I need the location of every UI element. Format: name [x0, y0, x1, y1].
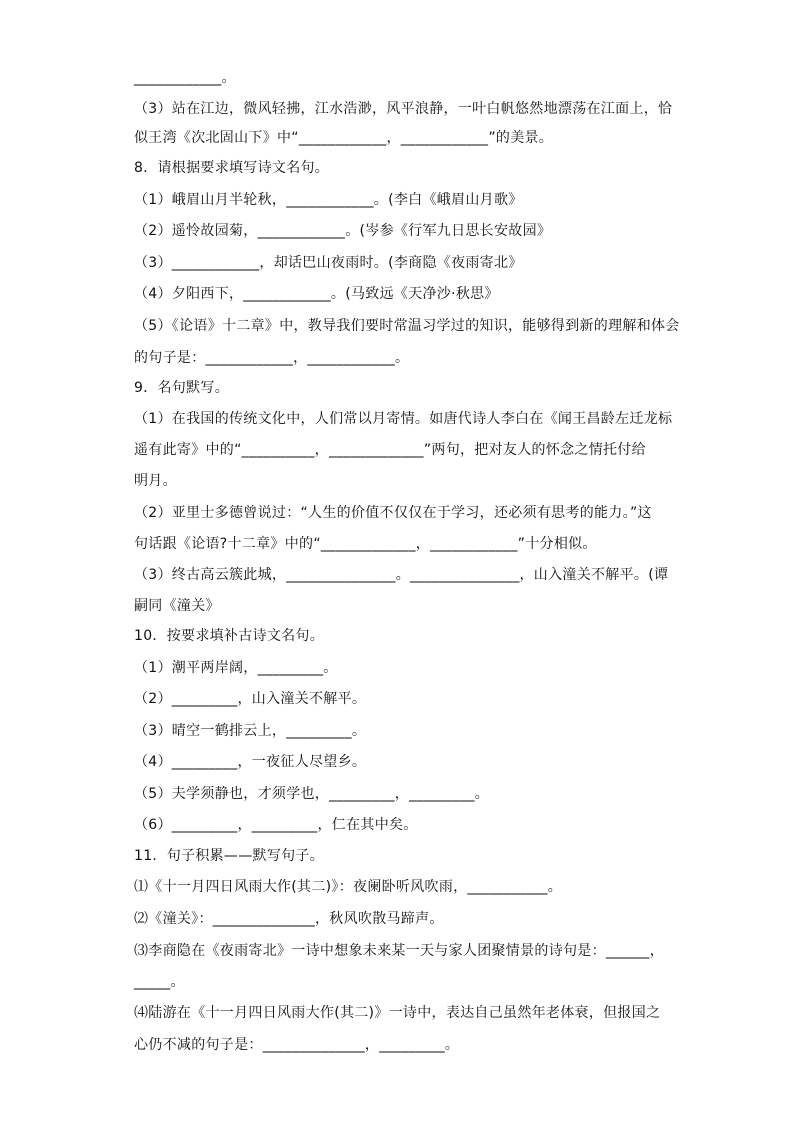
- text-line: （2）_________，山入潼关不解平。: [134, 691, 367, 707]
- text-line: （3）____________，却话巴山夜雨时。(李商隐《夜雨寄北》: [134, 255, 523, 271]
- text-line: （4）_________，一夜征人尽望乡。: [134, 754, 367, 770]
- text-line: （4）夕阳西下，____________。(马致远《天净沙·秋思》: [134, 286, 499, 302]
- text-line: ⑶李商隐在《夜雨寄北》一诗中想象未来某一天与家人团聚情景的诗句是：______，: [134, 943, 664, 959]
- text-line: _____。: [134, 974, 185, 990]
- text-line: （2）亚里士多德曾说过：“人生的价值不仅仅在于学习，还必须有思考的能力。”这: [134, 505, 652, 521]
- text-line: 遥有此寄》中的“__________，_____________”两句，把对友人的怀念之情托付给: [134, 442, 646, 458]
- text-line: 的句子是：____________，____________。: [134, 350, 410, 366]
- text-line: （1）峨眉山月半轮秋，____________。(李白《峨眉山月歌》: [134, 192, 523, 208]
- text-line: 心仍不减的句子是：______________，_________。: [134, 1037, 460, 1053]
- question-heading: 11．句子积累——默写句子。: [134, 848, 325, 864]
- text-line: （2）遥怜故园菊，____________。(岑参《行军九日思长安故园》: [134, 223, 552, 239]
- text-line: ⑴《十一月四日风雨大作(其二)》：夜阑卧听风吹雨，___________。: [134, 879, 563, 895]
- text-line: ____________。: [134, 70, 236, 86]
- question-heading: 9．名句默写。: [134, 380, 230, 396]
- text-line: （6）_________，_________，仁在其中矣。: [134, 817, 418, 833]
- text-line: 句话跟《论语?十二章》中的“_____________，____________”十分相似。: [134, 536, 597, 552]
- text-line: （5）夫学须静也，才须学也，_________，_________。: [134, 786, 490, 802]
- text-line: ⑷陆游在《十一月四日风雨大作(其二)》一诗中，表达自己虽然年老体衰，但报国之: [134, 1005, 661, 1021]
- question-heading: 8．请根据要求填写诗文名句。: [134, 160, 330, 176]
- text-line: （3）晴空一鹤排云上，_________。: [134, 723, 367, 739]
- text-line: （3）终古高云簇此城，_______________。_______________，山入潼关不解平。(谭: [134, 567, 669, 583]
- text-line: 明月。: [134, 473, 177, 489]
- text-line: （1）在我国的传统文化中，人们常以月寄情。如唐代诗人李白在《闻王昌龄左迁龙标: [134, 411, 673, 427]
- text-line: （1）潮平两岸阔，_________。: [134, 660, 338, 676]
- text-line: ⑵《潼关》：______________，秋风吹散马蹄声。: [134, 911, 444, 927]
- text-line: （5）《论语》十二章》中，教导我们要时常温习学过的知识，能够得到新的理解和体会: [134, 318, 680, 334]
- text-line: 似王湾《次北固山下》中“____________，____________”的美景。: [134, 130, 554, 146]
- question-heading: 10．按要求填补古诗文名句。: [134, 628, 325, 644]
- text-line: 嗣同《潼关》: [134, 598, 220, 614]
- text-line: （3）站在江边，微风轻拂，江水浩渺，风平浪静，一叶白帆悠然地漂荡在江面上，恰: [134, 101, 673, 117]
